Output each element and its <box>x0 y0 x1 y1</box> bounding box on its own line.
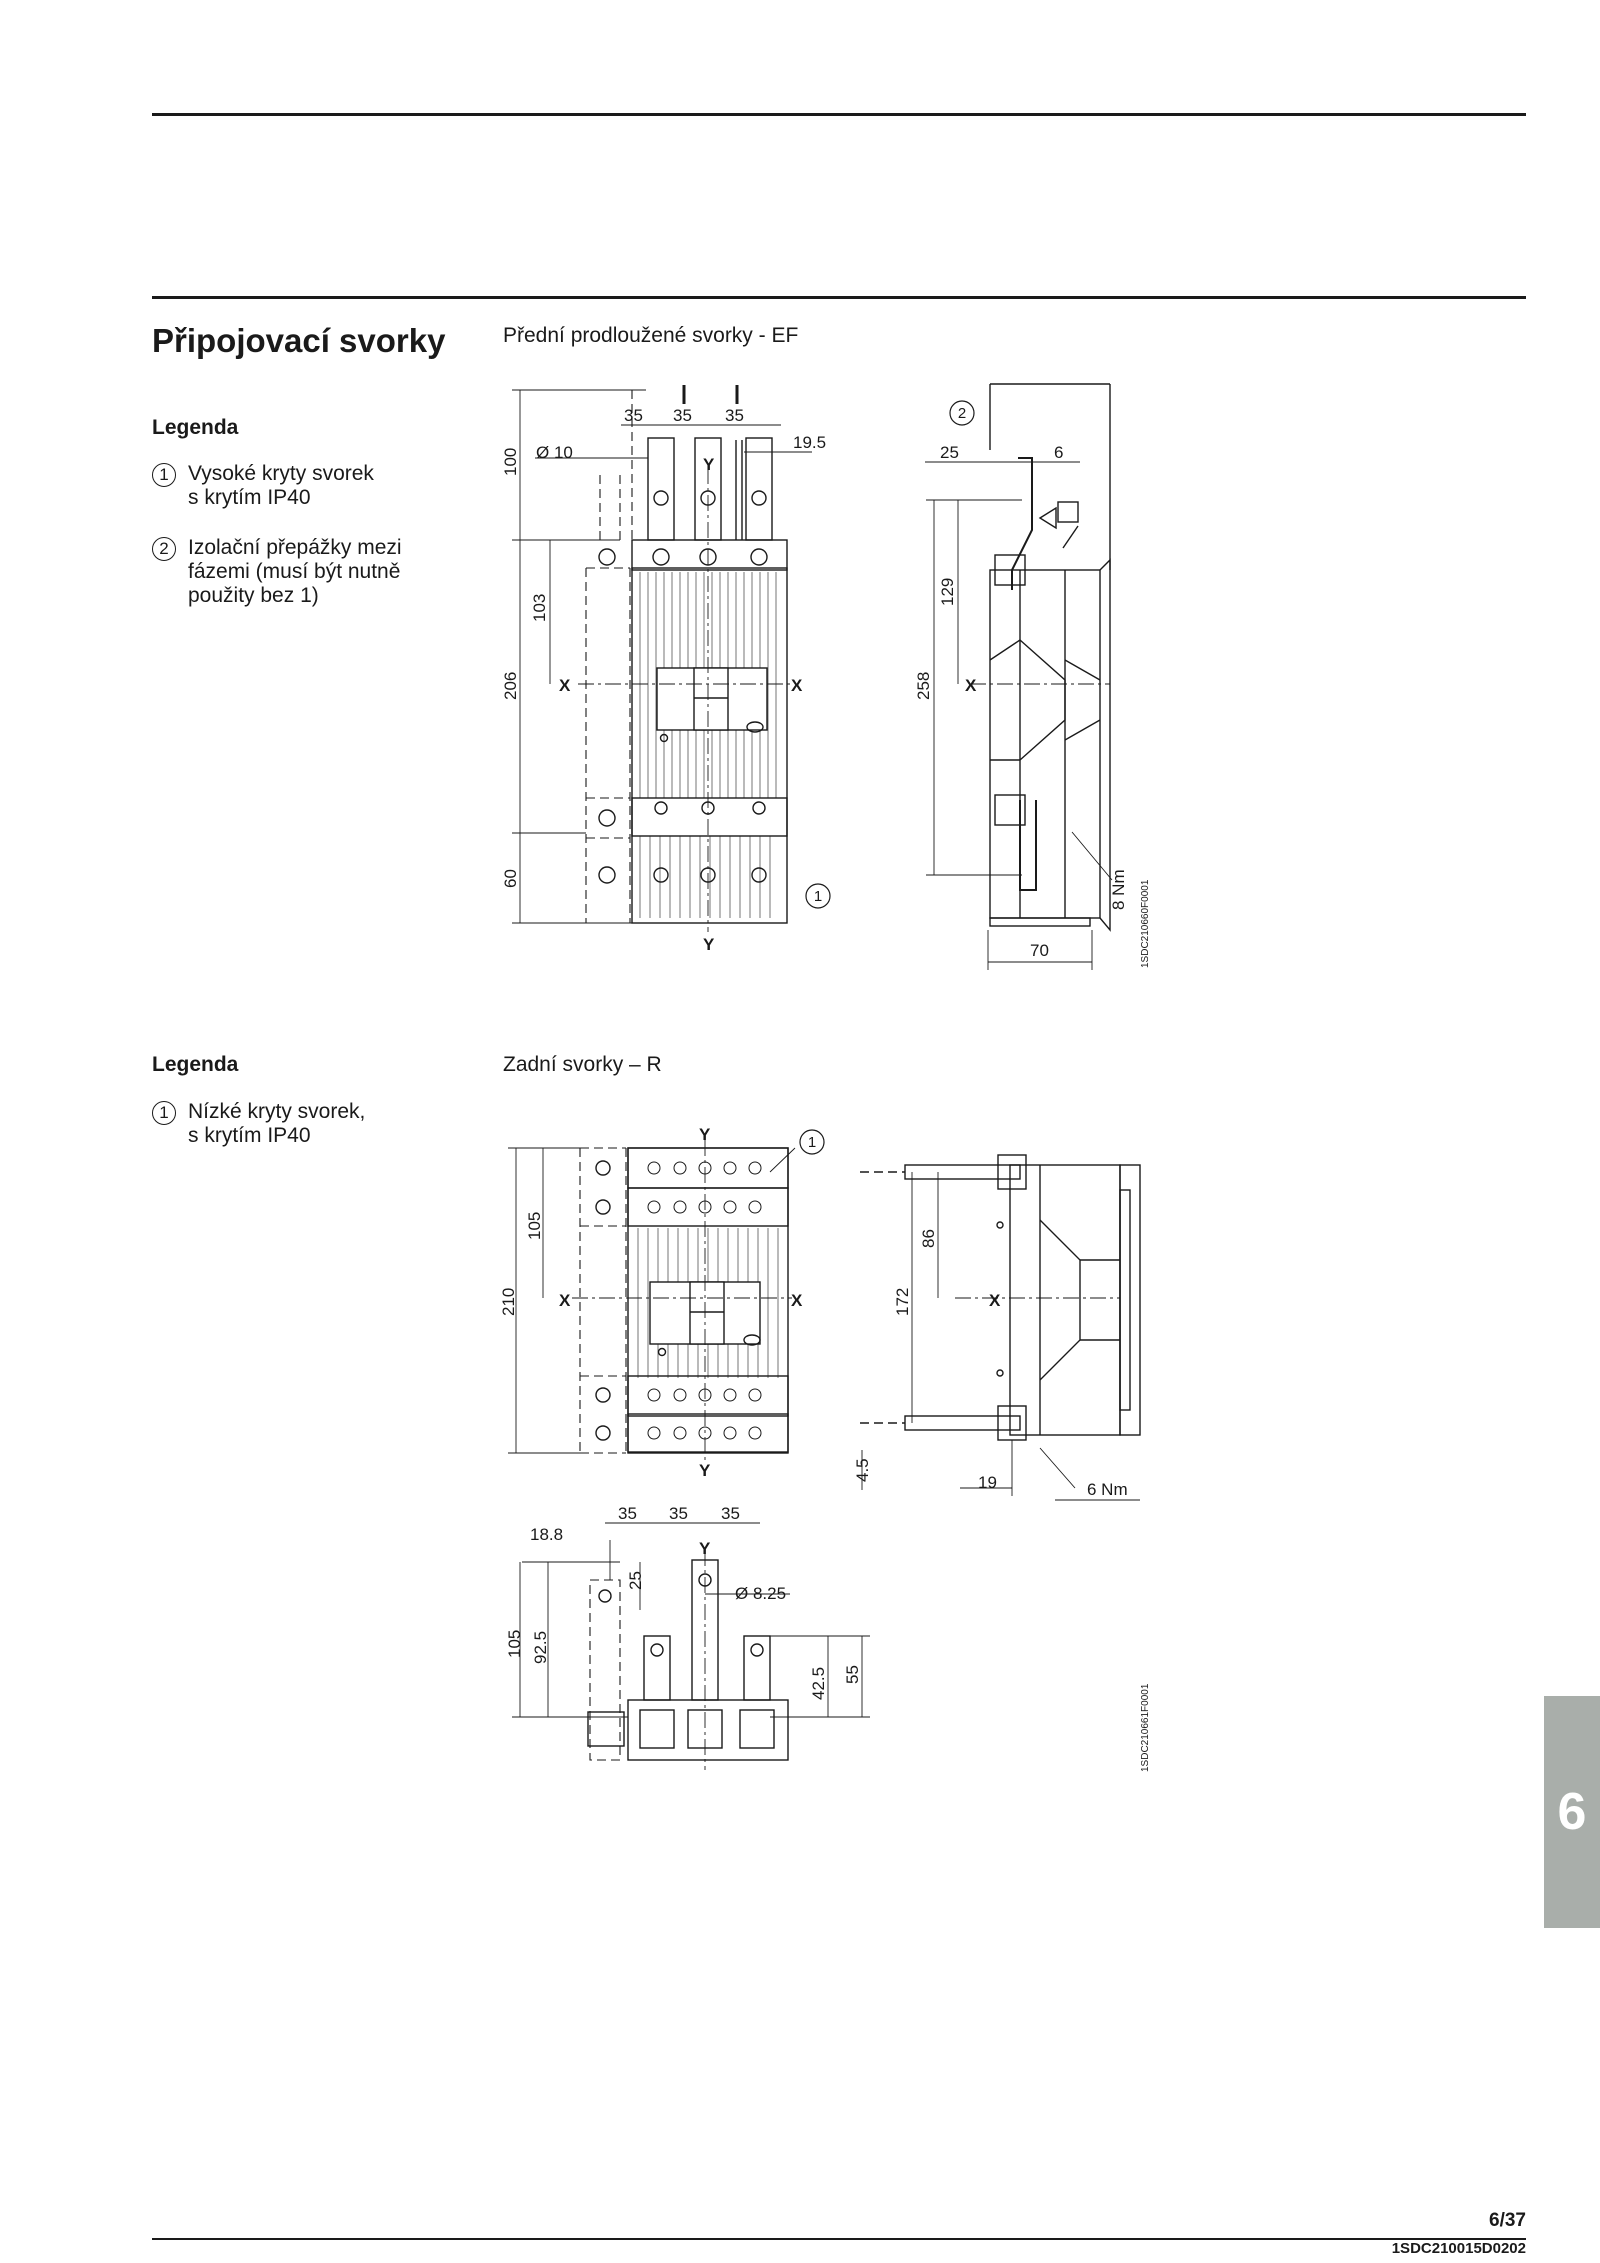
callout-number: 1 <box>813 888 823 905</box>
dim-side: 6 <box>1054 443 1064 462</box>
dim-height: 206 <box>501 671 520 700</box>
legend-text: Nízké kryty svorek, s krytím IP40 <box>188 1100 366 1147</box>
axis-x-label: X <box>559 1291 571 1310</box>
dim-top: 100 <box>501 447 520 476</box>
dim-side-r: 4.5 <box>853 1458 872 1482</box>
dim-hole: Ø 10 <box>536 443 573 462</box>
dim-bottom-r: 18.8 <box>530 1525 564 1544</box>
dim-bottom-r: 42.5 <box>809 1666 828 1700</box>
legend-text: Izolační přepážky mezi fázemi (musí být nutně použity bez 1) <box>188 536 402 607</box>
dim-side-r: 86 <box>919 1229 938 1248</box>
dim-bottom-r: 105 <box>505 1629 524 1658</box>
figure-title: Přední prodloužené svorky - EF <box>503 324 799 347</box>
legend-number: 2 <box>152 537 176 561</box>
dim-side: 129 <box>938 577 957 606</box>
dim-bottom-r: 25 <box>626 1571 645 1590</box>
front-view-r <box>508 1140 795 1462</box>
drawing-code: 1SDC210660F0001 <box>1140 879 1151 968</box>
dim-pitch: 35 <box>725 406 744 425</box>
dim-side-r: 172 <box>893 1287 912 1316</box>
bottom-view-r <box>512 1523 870 1770</box>
legend-number: 1 <box>152 463 176 487</box>
axis-y-label: Y <box>699 1539 711 1558</box>
chapter-tab: 6 <box>1544 1696 1600 1928</box>
legend-text: Vysoké kryty svorek s krytím IP40 <box>188 462 374 509</box>
dim-bottom-r: 35 <box>721 1504 740 1523</box>
axis-x-label: X <box>989 1291 1001 1310</box>
axis-x-label: X <box>791 1291 803 1310</box>
legend-heading: Legenda <box>152 416 239 439</box>
side-view-r <box>860 1155 1140 1500</box>
legend-heading: Legenda <box>152 1053 239 1076</box>
dim-bottom-r: 35 <box>618 1504 637 1523</box>
torque-label: 8 Nm <box>1109 869 1128 910</box>
legend-number: 1 <box>152 1101 176 1125</box>
dim-side-r: 19 <box>978 1473 997 1492</box>
axis-y-label: Y <box>703 455 715 474</box>
section-title: Připojovací svorky <box>152 322 446 359</box>
callout-number: 1 <box>807 1134 817 1151</box>
dim-offset: 19.5 <box>793 433 827 452</box>
axis-x-label: X <box>559 676 571 695</box>
axis-y-label: Y <box>699 1125 711 1144</box>
dim-side: 25 <box>940 443 959 462</box>
axis-x-label: X <box>791 676 803 695</box>
dim-side: 258 <box>914 671 933 700</box>
dim-pitch: 35 <box>673 406 692 425</box>
axis-y-label: Y <box>699 1461 711 1480</box>
footer-rule <box>152 2238 1526 2240</box>
drawing-code: 1SDC210661F0001 <box>1140 1683 1151 1772</box>
axis-x-label: X <box>965 676 977 695</box>
front-view-ef <box>512 385 812 932</box>
torque-label: 6 Nm <box>1087 1480 1128 1499</box>
dim-bottom-r: 55 <box>843 1665 862 1684</box>
dim-bottom-r: 92.5 <box>531 1630 550 1664</box>
figure-title: Zadní svorky – R <box>503 1053 662 1076</box>
side-view-ef <box>925 384 1112 970</box>
dim-bottom-r: 35 <box>669 1504 688 1523</box>
dim-pitch: 35 <box>624 406 643 425</box>
dim-front-r: 105 <box>525 1211 544 1240</box>
axis-y-label: Y <box>703 935 715 954</box>
dim-front-r: 210 <box>499 1287 518 1316</box>
page-number: 6/37 <box>1489 2210 1526 2231</box>
dim-side: 70 <box>1030 941 1049 960</box>
dim-bottom-r: Ø 8.25 <box>735 1584 787 1603</box>
callout-number: 2 <box>957 405 967 422</box>
document-code: 1SDC210015D0202 <box>1391 2240 1526 2257</box>
dim-upper: 103 <box>530 593 549 622</box>
dim-bottom: 60 <box>501 869 520 888</box>
